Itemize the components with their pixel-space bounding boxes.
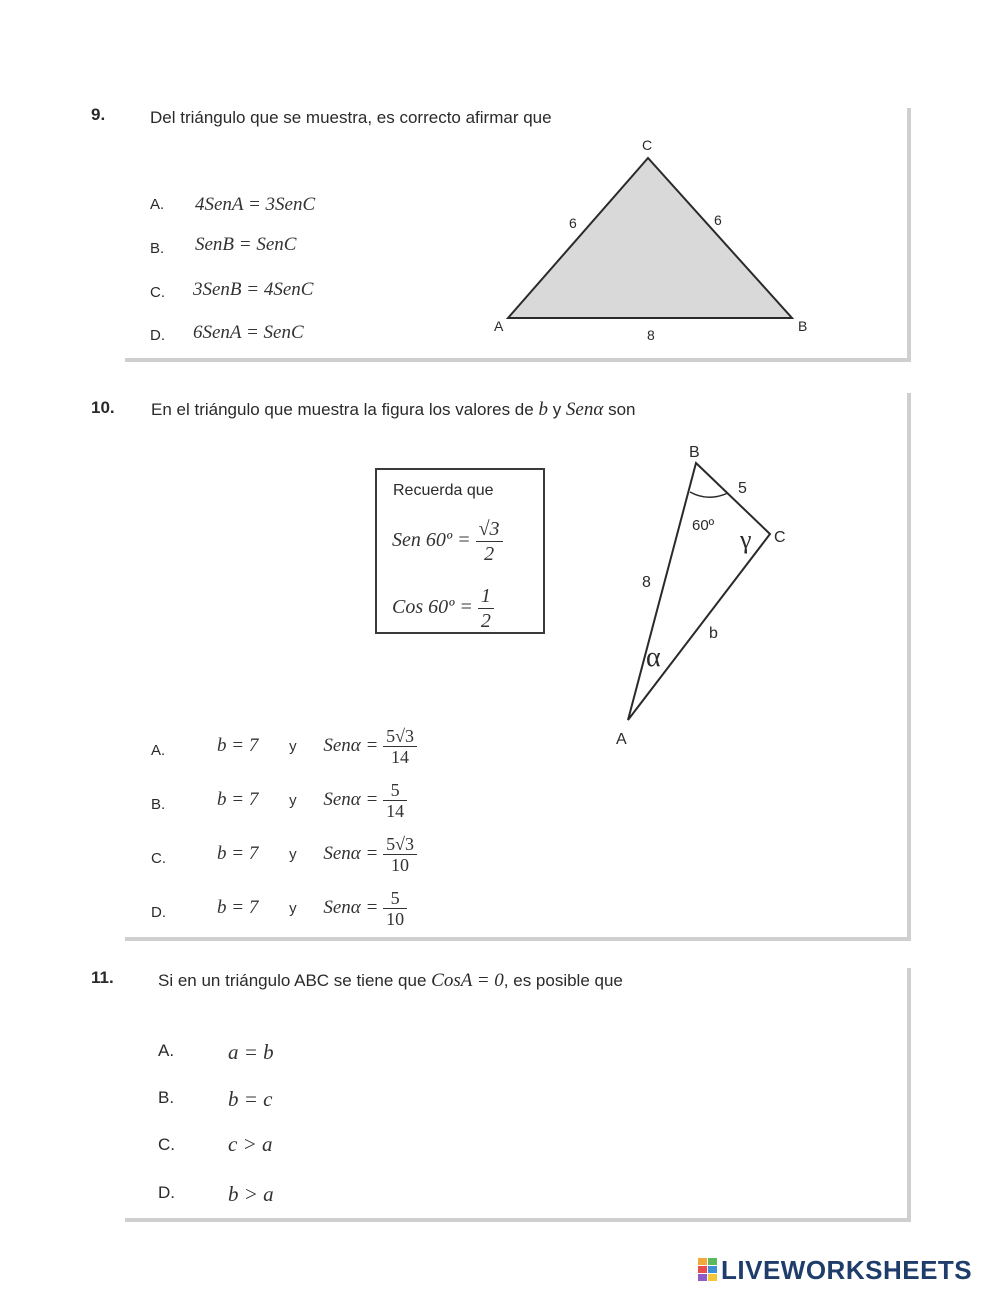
q9-option-b-letter[interactable]: B.	[150, 240, 165, 257]
q10-option-d-num: 5	[383, 889, 407, 909]
q10-prompt	[151, 399, 635, 421]
q10-prompt-after: son	[608, 400, 636, 419]
q11-option-a[interactable]: a = b	[228, 1040, 274, 1064]
q9-vertex-c: C	[642, 137, 653, 153]
q10-option-b-num: 5	[383, 781, 407, 801]
q10-triangle	[628, 463, 770, 720]
q10-side-ac: b	[709, 625, 718, 642]
q11-prompt-before: Si en un triángulo ABC se tiene que	[158, 971, 427, 990]
q10-option-b-b: b = 7	[217, 788, 259, 810]
q9-prompt: Del triángulo que se muestra, es correcto afirmar que	[150, 108, 552, 127]
q10-side-bc: 5	[738, 480, 747, 497]
q10-frame-right	[907, 393, 911, 941]
q10-prompt-and: y	[552, 400, 562, 419]
q9-frame-right	[907, 108, 911, 362]
q10-option-a-letter[interactable]: A.	[151, 742, 166, 759]
q10-option-c-den: 10	[391, 855, 409, 875]
q10-option-a-den: 14	[391, 747, 409, 767]
q9-side-ac: 6	[569, 215, 577, 231]
q9-side-ab: 8	[647, 327, 655, 343]
q10-option-b-y: y	[289, 791, 297, 809]
q9-side-bc: 6	[714, 212, 722, 228]
q10-side-ab: 8	[642, 574, 651, 591]
reminder-sen-den: 2	[484, 543, 495, 565]
q11-option-a-letter[interactable]: A.	[158, 1041, 175, 1060]
q10-option-a-num: 5√3	[383, 727, 417, 747]
q10-vertex-b: B	[689, 444, 700, 461]
q10-angle-c-label: γ	[740, 525, 752, 554]
q10-angle-b-label: 60º	[692, 517, 715, 534]
reminder-cos-den: 2	[480, 610, 491, 632]
q11-option-b[interactable]: b = c	[228, 1087, 273, 1111]
reminder-box	[375, 468, 545, 634]
q10-option-d-letter[interactable]: D.	[151, 904, 166, 921]
q11-option-b-letter[interactable]: B.	[158, 1088, 175, 1107]
q10-angle-b-arc	[690, 492, 728, 497]
q9-option-d[interactable]: 6SenA = SenC	[193, 322, 304, 343]
q9-option-d-letter[interactable]: D.	[150, 327, 165, 344]
q11-number: 11.	[91, 968, 114, 987]
liveworksheets-logo-icon	[698, 1258, 718, 1282]
reminder-sen	[392, 518, 503, 565]
reminder-cos-fraction	[478, 585, 494, 632]
q10-angle-a-label: α	[646, 642, 661, 673]
q9-vertex-a: A	[494, 318, 504, 334]
q10-option-d-den: 10	[386, 909, 405, 929]
q10-option-d-sen: Senα =	[323, 896, 379, 918]
q9-option-a[interactable]: 4SenA = 3SenC	[195, 194, 316, 215]
q11-condition: CosA = 0	[431, 970, 504, 991]
q11-frame-right	[907, 968, 911, 1222]
q11-frame-bottom	[125, 1218, 911, 1222]
liveworksheets-logo	[698, 1255, 972, 1286]
q11-prompt	[158, 970, 623, 992]
q10-option-b-letter[interactable]: B.	[151, 796, 166, 813]
q9-option-c[interactable]: 3SenB = 4SenC	[193, 279, 314, 300]
q10-option-c-sen: Senα =	[323, 842, 379, 864]
q9-frame-bottom	[125, 358, 911, 362]
q10-option-c[interactable]	[217, 835, 417, 874]
q9-vertex-b: B	[798, 318, 808, 334]
reminder-cos-num: 1	[478, 585, 494, 609]
q10-option-c-letter[interactable]: C.	[151, 850, 166, 867]
q9-number: 9.	[91, 105, 106, 124]
q10-prompt-before: En el triángulo que muestra la figura los valores de	[151, 400, 534, 419]
q10-vertex-a: A	[616, 731, 627, 748]
reminder-cos-label: Cos 60º =	[392, 596, 473, 619]
reminder-title: Recuerda que	[393, 482, 494, 499]
q10-option-b-fraction	[383, 781, 407, 820]
q10-option-b-den: 14	[386, 801, 405, 821]
q10-option-a-sen: Senα =	[323, 734, 379, 756]
liveworksheets-logo-text: LIVEWORKSHEETS	[721, 1255, 973, 1285]
q10-number: 10.	[91, 398, 115, 417]
q9-triangle	[508, 158, 792, 318]
q10-vertex-c: C	[774, 529, 786, 546]
q10-prompt-var-sen: Senα	[565, 399, 604, 420]
q11-option-d-letter[interactable]: D.	[158, 1183, 175, 1202]
q10-option-d-y: y	[289, 899, 297, 917]
q10-option-a-fraction	[383, 727, 417, 766]
q11-option-c[interactable]: c > a	[228, 1132, 273, 1156]
reminder-sen-num: √3	[476, 518, 503, 542]
q11-option-d[interactable]: b > a	[228, 1182, 274, 1206]
q10-option-c-y: y	[289, 845, 297, 863]
q10-option-c-b: b = 7	[217, 842, 259, 864]
q10-frame-bottom	[125, 937, 911, 941]
reminder-sen-label: Sen 60º =	[392, 529, 471, 552]
reminder-cos	[392, 585, 494, 632]
q10-option-c-fraction	[383, 835, 417, 874]
q10-option-a-y: y	[289, 737, 297, 755]
q11-option-c-letter[interactable]: C.	[158, 1135, 175, 1154]
reminder-sen-fraction	[476, 518, 503, 565]
q10-option-b[interactable]	[217, 781, 407, 820]
q10-option-d[interactable]	[217, 889, 407, 928]
q11-prompt-after: , es posible que	[503, 971, 623, 990]
q9-option-c-letter[interactable]: C.	[150, 284, 165, 301]
q9-option-a-letter[interactable]: A.	[150, 196, 165, 213]
q10-option-a-b: b = 7	[217, 734, 259, 756]
q10-option-a[interactable]	[217, 727, 417, 766]
q10-option-c-num: 5√3	[383, 835, 417, 855]
q9-option-b[interactable]: SenB = SenC	[195, 234, 297, 255]
q10-prompt-var-b: b	[538, 399, 548, 420]
q10-option-d-b: b = 7	[217, 896, 259, 918]
q9-triangle-figure	[480, 130, 820, 350]
q10-option-b-sen: Senα =	[323, 788, 379, 810]
q10-option-d-fraction	[383, 889, 407, 928]
q10-triangle-figure	[600, 438, 800, 748]
